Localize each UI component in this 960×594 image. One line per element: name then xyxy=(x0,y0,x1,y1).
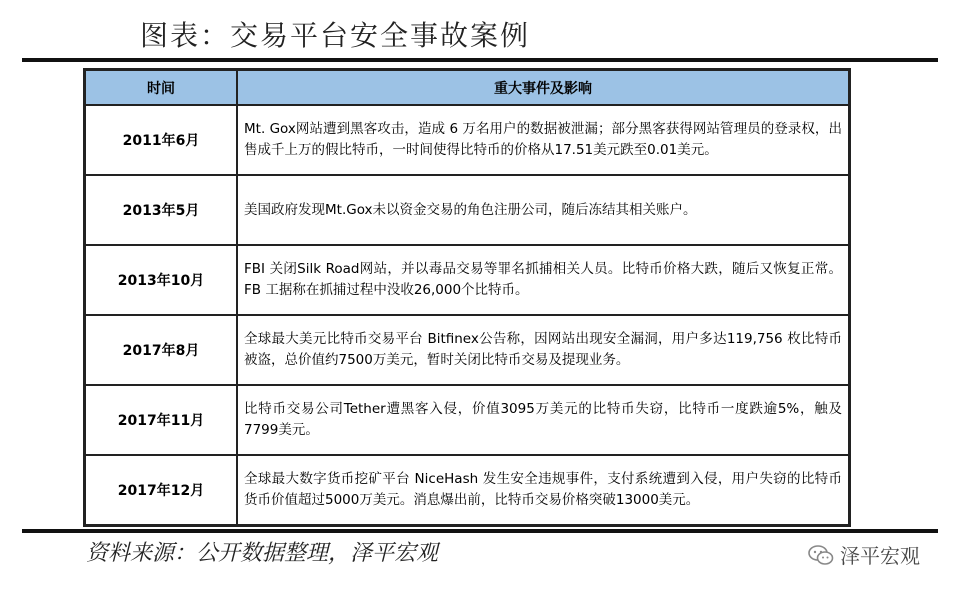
wechat-icon xyxy=(808,544,834,566)
incident-table xyxy=(83,68,851,527)
row-date: 2013年5月 xyxy=(85,175,237,245)
row-date: 2017年11月 xyxy=(85,385,237,455)
table-header-row xyxy=(85,70,849,105)
table-row xyxy=(85,385,849,455)
brand-watermark xyxy=(808,540,920,569)
row-date: 2013年10月 xyxy=(85,245,237,315)
table-row xyxy=(85,315,849,385)
table-row xyxy=(85,245,849,315)
bottom-rule xyxy=(22,529,938,533)
row-description: 全球最大美元比特币交易平台 Bitfinex公告称，因网站出现安全漏洞，用户多达119,756 枚比特币被盗，总价值约7500万美元，暂时关闭比特币交易及提现业务。 xyxy=(237,315,849,385)
table-row xyxy=(85,175,849,245)
row-description: FBI 关闭Silk Road网站，并以毒品交易等罪名抓捕相关人员。比特币价格大跌，随后又恢复正常。 FB 工据称在抓捕过程中没收26,000个比特币。 xyxy=(237,245,849,315)
row-description: 美国政府发现Mt.Gox未以资金交易的角色注册公司，随后冻结其相关账户。 xyxy=(237,175,849,245)
header-event: 重大事件及影响 xyxy=(237,70,849,105)
row-date: 2017年12月 xyxy=(85,455,237,525)
source-note: 资料来源：公开数据整理，泽平宏观 xyxy=(86,541,439,566)
table-row xyxy=(85,455,849,525)
row-description: 全球最大数字货币挖矿平台 NiceHash 发生安全违规事件，支付系统遭到入侵，用户失窃的比特币货币价值超过5000万美元。消息爆出前，比特币交易价格突破13000美元。 xyxy=(237,455,849,525)
row-description: 比特币交易公司Tether遭黑客入侵，价值3095万美元的比特币失窃，比特币一度跌逾5%，触及7799美元。 xyxy=(237,385,849,455)
row-date: 2011年6月 xyxy=(85,105,237,175)
row-date: 2017年8月 xyxy=(85,315,237,385)
row-description: Mt. Gox网站遭到黑客攻击，造成 6 万名用户的数据被泄漏；部分黑客获得网站管理员的登录权，出售成千上万的假比特币，一时间使得比特币的价格从17.51美元跌至0.01美元。 xyxy=(237,105,849,175)
top-rule xyxy=(22,58,938,62)
table-row xyxy=(85,105,849,175)
header-time: 时间 xyxy=(85,70,237,105)
figure-title: 图表：交易平台安全事故案例 xyxy=(140,19,531,52)
brand-name: 泽平宏观 xyxy=(840,544,920,568)
